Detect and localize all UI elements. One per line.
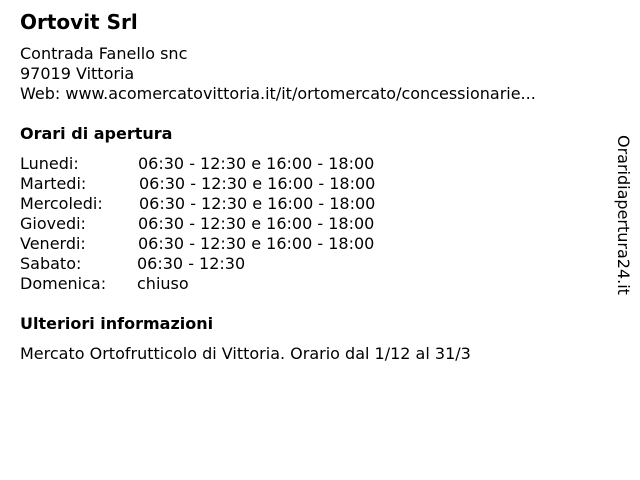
- site-watermark: Oraridiapertura24.it: [614, 135, 633, 295]
- time-value: 06:30 - 12:30 e 16:00 - 18:00: [138, 214, 375, 233]
- time-value: chiuso: [137, 274, 189, 293]
- day-label: Lunedi:: [20, 154, 79, 173]
- more-info-text: Mercato Ortofrutticolo di Vittoria. Orario dal 1/12 al 31/3: [20, 344, 471, 363]
- address-line-street: Contrada Fanello snc: [20, 44, 188, 63]
- day-label: Giovedi:: [20, 214, 86, 233]
- opening-hours-heading: Orari di apertura: [20, 124, 173, 143]
- day-label: Venerdi:: [20, 234, 86, 253]
- business-address: [20, 44, 536, 104]
- time-value: 06:30 - 12:30 e 16:00 - 18:00: [139, 174, 376, 193]
- time-value: 06:30 - 12:30 e 16:00 - 18:00: [138, 234, 375, 253]
- more-info-heading: Ulteriori informazioni: [20, 314, 214, 333]
- time-value: 06:30 - 12:30: [137, 254, 246, 273]
- day-label: Martedi:: [20, 174, 87, 193]
- day-label: Sabato:: [20, 254, 82, 273]
- day-label: Mercoledi:: [20, 194, 103, 213]
- time-value: 06:30 - 12:30 e 16:00 - 18:00: [138, 154, 375, 173]
- website-line: Web: www.acomercatovittoria.it/it/ortomercato/concessionarie...: [20, 84, 536, 103]
- day-label: Domenica:: [20, 274, 107, 293]
- business-name: Ortovit Srl: [20, 10, 138, 34]
- address-line-city: 97019 Vittoria: [20, 64, 135, 83]
- time-value: 06:30 - 12:30 e 16:00 - 18:00: [139, 194, 376, 213]
